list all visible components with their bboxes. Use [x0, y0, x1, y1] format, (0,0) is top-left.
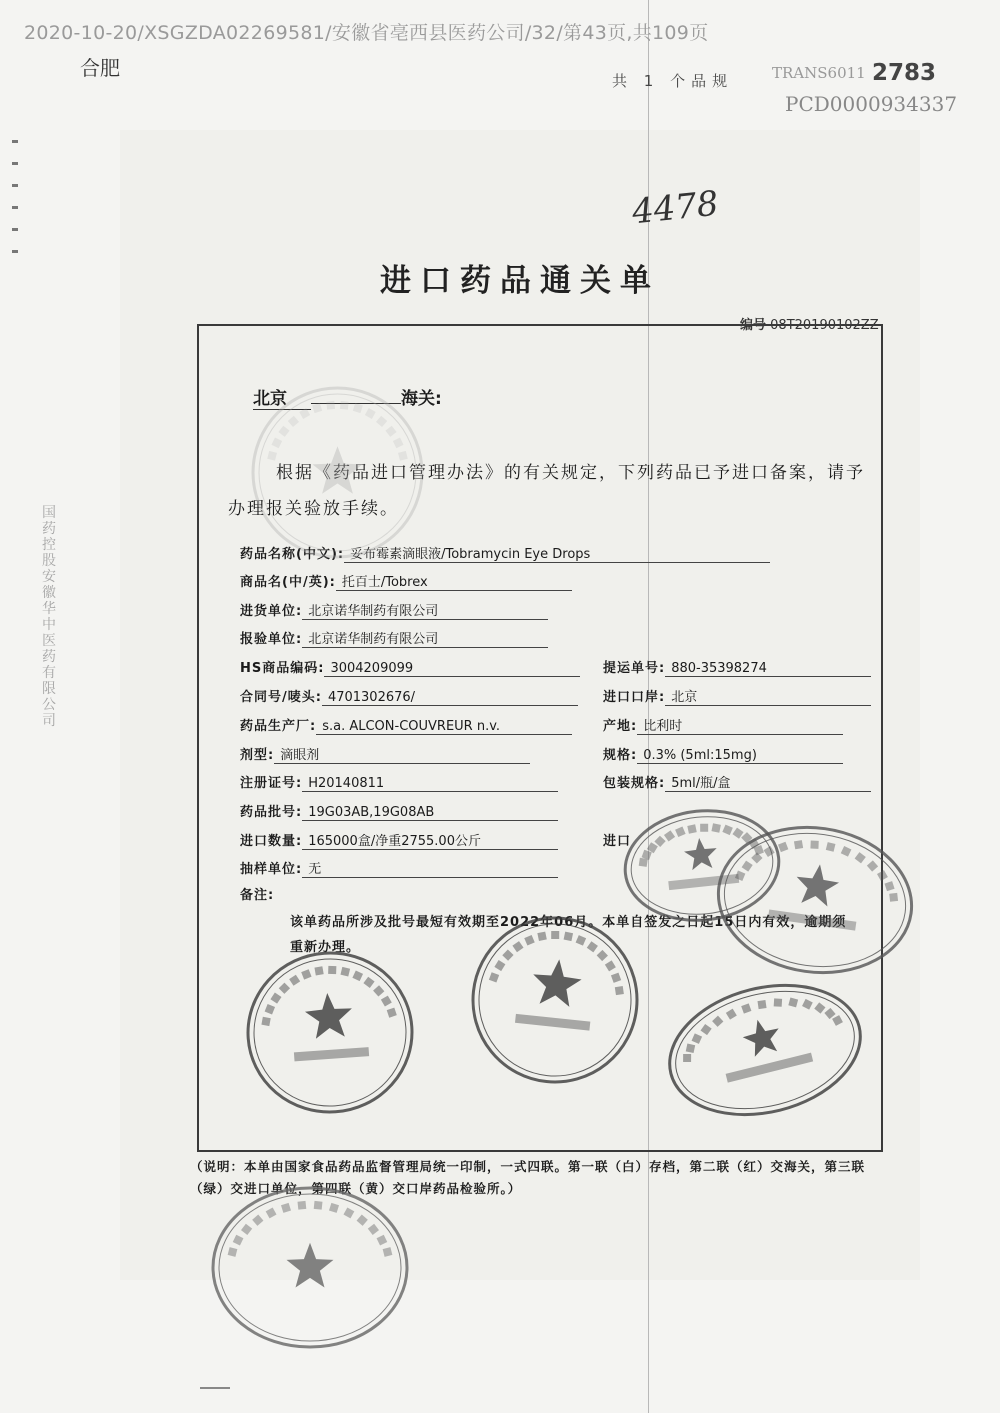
field-value: 880-35398274: [665, 661, 871, 677]
star-seal-icon: [462, 907, 649, 1094]
field-label: 药品名称(中文):: [240, 547, 345, 562]
field-value: 19G03AB,19G08AB: [302, 805, 558, 821]
left-field-row: [240, 801, 558, 821]
left-field-row: [240, 830, 558, 850]
field-value: H20140811: [302, 776, 558, 792]
left-field-row: [240, 600, 548, 620]
intro-paragraph: 根据《药品进口管理办法》的有关规定，下列药品已予进口备案，请予办理报关验放手续。: [228, 463, 865, 519]
field-value: 3004209099: [324, 661, 580, 677]
remark-text: 该单药品所涉及批号最短有效期至2022年06月。本单自签发之日起15日内有效，逾期须重新办理。: [290, 915, 847, 955]
field-label: 包装规格:: [603, 776, 666, 791]
field-label: 进货单位:: [240, 604, 303, 619]
field-label: 抽样单位:: [240, 862, 303, 877]
serial-label: 编号: [740, 318, 767, 333]
footnote-text: （说明：本单由国家食品药品监督管理局统一印制，一式四联。第一联（白）存档，第二联（红）交海关，第三联（绿）交进口单位，第四联（黄）交口岸药品检验所。）: [190, 1159, 866, 1196]
official-seal: [616, 800, 787, 931]
punch-marks: [12, 140, 18, 260]
left-field-row: [240, 571, 572, 591]
left-field-row: [240, 657, 580, 677]
field-label: 药品批号:: [240, 805, 303, 820]
customs-city: 北京: [253, 384, 311, 410]
field-value: 滴眼剂: [274, 744, 530, 764]
side-company-text: 国药控股安徽华中医药有限公司: [42, 505, 56, 729]
official-seal: [250, 385, 425, 560]
field-value: 北京诺华制药有限公司: [302, 600, 548, 620]
document-title: 进口药品通关单: [380, 263, 660, 299]
customs-suffix: 海关:: [401, 389, 442, 409]
right-field-row: [603, 657, 871, 677]
city-label: 合肥: [80, 56, 120, 80]
field-label: HS商品编码:: [240, 661, 325, 676]
field-label: 规格:: [603, 748, 638, 763]
field-value: 0.3% (5ml:15mg): [637, 748, 843, 764]
star-seal-icon: [239, 944, 420, 1120]
right-field-row: [603, 744, 843, 764]
left-field-row: [240, 686, 578, 706]
field-label: 提运单号:: [603, 661, 666, 676]
field-value: 北京诺华制药有限公司: [302, 628, 548, 648]
trans-number: 2783: [872, 60, 937, 86]
official-seal: [210, 1185, 410, 1350]
field-value: 165000盒/净重2755.00公斤: [302, 830, 558, 850]
left-field-row: [240, 744, 530, 764]
right-field-row: [603, 772, 871, 792]
field-label: 备注:: [240, 888, 275, 903]
bottom-mark: [200, 1387, 230, 1389]
page-count: 共 1 个品规: [612, 72, 734, 90]
left-field-row: [240, 772, 558, 792]
right-field-row: [603, 715, 843, 735]
field-label: 进口: [603, 834, 632, 849]
official-seal: [462, 907, 649, 1094]
field-label: 合同号/唛头:: [240, 690, 322, 705]
field-value: 北京: [665, 686, 871, 706]
field-value: 托百士/Tobrex: [336, 571, 572, 591]
left-field-row: [240, 715, 572, 735]
field-value: 无: [302, 858, 558, 878]
field-label: 报验单位:: [240, 632, 303, 647]
handwritten-note: 4478: [630, 183, 721, 233]
star-seal-icon: [616, 800, 787, 931]
archive-watermark: 2020-10-20/XSGZDA02269581/安徽省亳西县医药公司/32/第43页,共109页: [24, 22, 709, 44]
right-field-row: [603, 686, 871, 706]
field-value: 比利时: [637, 715, 843, 735]
star-seal-icon: [250, 385, 425, 560]
left-field-row: [240, 628, 548, 648]
field-label: 产地:: [603, 719, 638, 734]
star-seal-icon: [210, 1185, 410, 1350]
serial-value: 08T20190102ZZ: [770, 318, 879, 333]
left-field-row: [240, 858, 558, 878]
field-label: 药品生产厂:: [240, 719, 317, 734]
pcd-code: PCD0000934337: [785, 92, 958, 116]
field-value: 5ml/瓶/盒: [665, 772, 871, 792]
official-seal: [239, 944, 420, 1120]
trans-prefix: TRANS6011: [772, 64, 866, 82]
field-value: 妥布霉素滴眼液/Tobramycin Eye Drops: [344, 543, 770, 563]
field-label: 商品名(中/英):: [240, 575, 336, 590]
field-value: 4701302676/: [322, 690, 578, 706]
field-label: 进口数量:: [240, 834, 303, 849]
field-label: 注册证号:: [240, 776, 303, 791]
field-value: s.a. ALCON-COUVREUR n.v.: [316, 719, 572, 735]
left-field-row: [240, 884, 274, 903]
field-label: 剂型:: [240, 748, 275, 763]
field-label: 进口口岸:: [603, 690, 666, 705]
